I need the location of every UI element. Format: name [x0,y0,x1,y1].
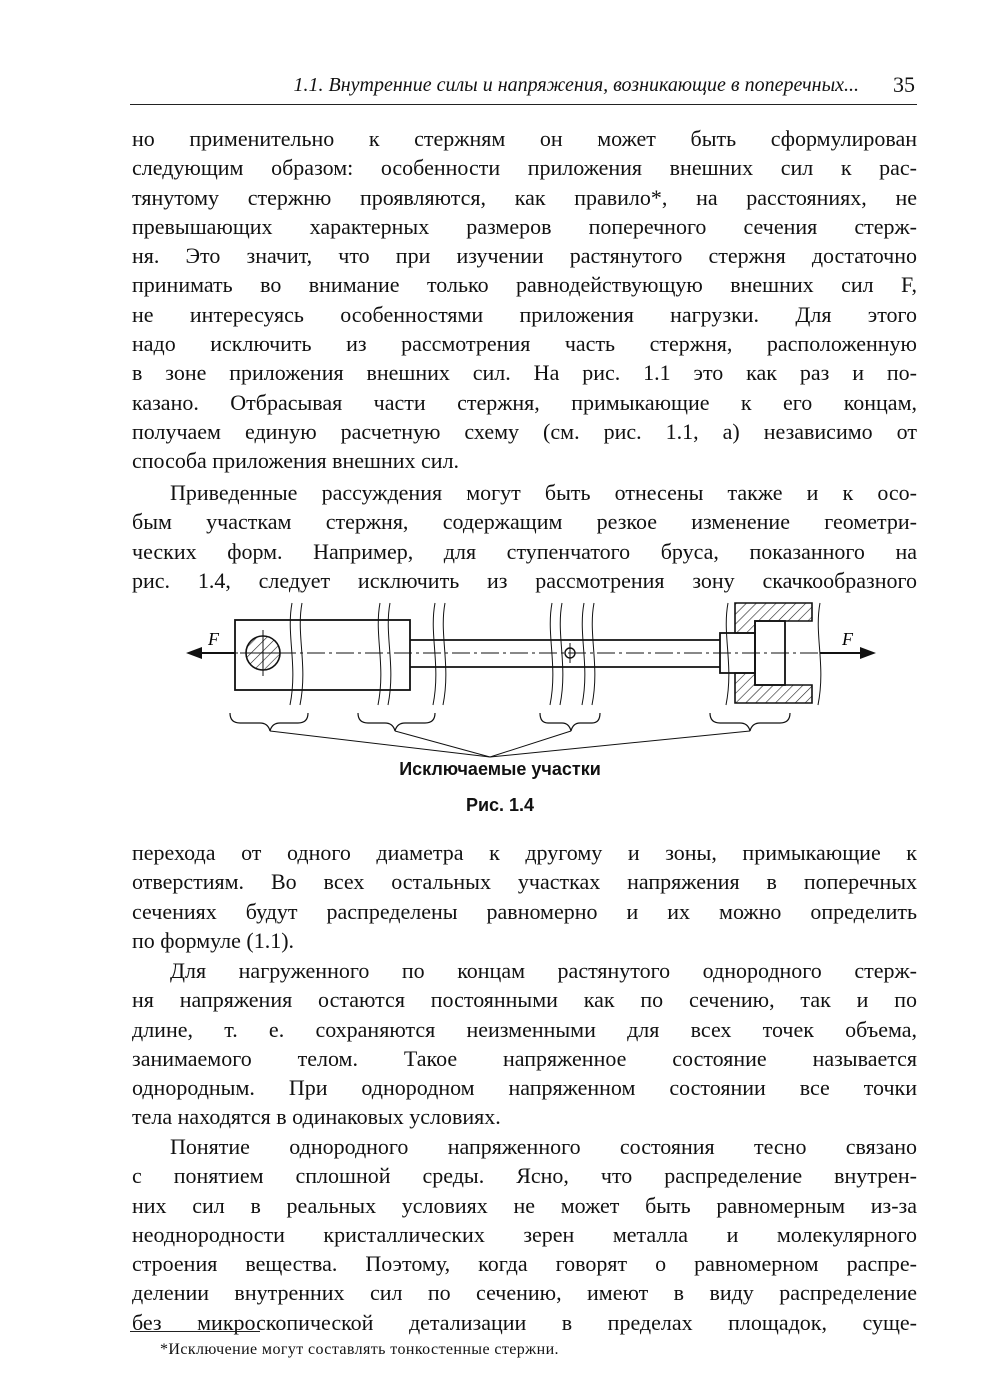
leader-lines [270,731,750,757]
text-line: принимать во внимание только равнодействующую внешних сил F, [132,272,917,298]
footnote-rule [130,1331,260,1332]
figure-number: Рис. 1.4 [465,795,535,815]
text-line: занимаемого телом. Такое напряженное состояние называется [132,1045,917,1071]
paragraph-3 [132,838,917,955]
text-line: Для нагруженного по концам растянутого однородного стерж- [170,958,917,983]
text-line: них сил в реальных условиях не может быть равномерным из-за [132,1192,917,1218]
text-line: тянутому стержню проявляются, как правило*, на расстояниях, не [132,184,917,210]
figure-label: Исключаемые участки [399,759,601,779]
running-head-title: 1.1. Внутренние силы и напряжения, возникающие в поперечных... [293,74,859,96]
text-line: строения вещества. Поэтому, когда говорят о равномерном распре- [132,1251,917,1277]
text-line: с понятием сплошной среды. Ясно, что распределение внутрен- [132,1163,917,1189]
text-line: казано. Отбрасывая части стержня, примыкающие к его концам, [132,389,917,415]
paragraph-1 [132,124,917,476]
text-line: способа приложения внешних сил. [132,448,460,474]
force-label-right: F [842,629,853,649]
text-line: перехода от одного диаметра к другому и зоны, примыкающие к [132,840,917,865]
page-number: 35 [893,72,915,97]
stepped-bar-figure [180,595,880,775]
text-line: в зоне приложения внешних сил. На рис. 1.1 это как раз и по- [132,360,917,386]
text-line: ческих форм. Например, для ступенчатого бруса, показанного на [132,538,917,564]
text-line: превышающих характерных размеров поперечного сечения стерж- [132,213,917,239]
text-line: Приведенные рассуждения могут быть отнесены также и к осо- [170,480,917,505]
text-line: однородным. При однородном напряженном состоянии все точки [132,1075,917,1101]
text-line: сечениях будут распределены равномерно и их можно определить [132,898,917,924]
text-line: получаем единую расчетную схему (см. рис. 1.1, а) независимо от [132,418,917,444]
text-line: Понятие однородного напряженного состояния тесно связано [170,1134,917,1159]
text-line: ня. Это значит, что при изучении растянутого стержня достаточно [132,243,917,269]
force-label-left: F [208,629,219,649]
excluded-zone-braces [230,713,790,731]
text-line: не интересуясь особенностями приложения нагрузки. Для этого [132,301,917,327]
text-line: длине, т. е. сохраняются неизменными для всех точек объема, [132,1016,917,1042]
text-line: надо исключить из рассмотрения часть стержня, расположенную [132,331,917,357]
right-force-arrow [820,629,876,659]
text-line: делении внутренних сил по сечению, имеют в виду распределение [132,1280,917,1306]
paragraph-2 [132,478,917,595]
running-head [130,70,917,105]
text-line: тела находятся в одинаковых условиях. [132,1104,501,1130]
text-line: бым участкам стержня, содержащим резкое изменение геометри- [132,509,917,535]
text-line: по формуле (1.1). [132,927,295,953]
text-line: отверстиям. Во всех остальных участках напряжения в поперечных [132,869,917,895]
text-line: но применительно к стержням он может быть сформулирован [132,126,917,151]
paragraph-5 [132,1132,917,1337]
text-line: рис. 1.4, следует исключить из рассмотрения зону скачкообразного [132,567,917,593]
footnote: *Исключение могут составлять тонкостенные стержни. [160,1341,559,1358]
paragraph-4 [132,956,917,1132]
text-line: ня напряжения остаются постоянными как по сечению, так и по [132,987,917,1013]
text-line: следующим образом: особенности приложения внешних сил к рас- [132,155,917,181]
left-force-arrow [186,629,235,659]
text-line: неоднородности кристаллических зерен металла и молекулярного [132,1221,917,1247]
text-line: без микроскопической детализации в пределах площадок, суще- [132,1309,917,1335]
